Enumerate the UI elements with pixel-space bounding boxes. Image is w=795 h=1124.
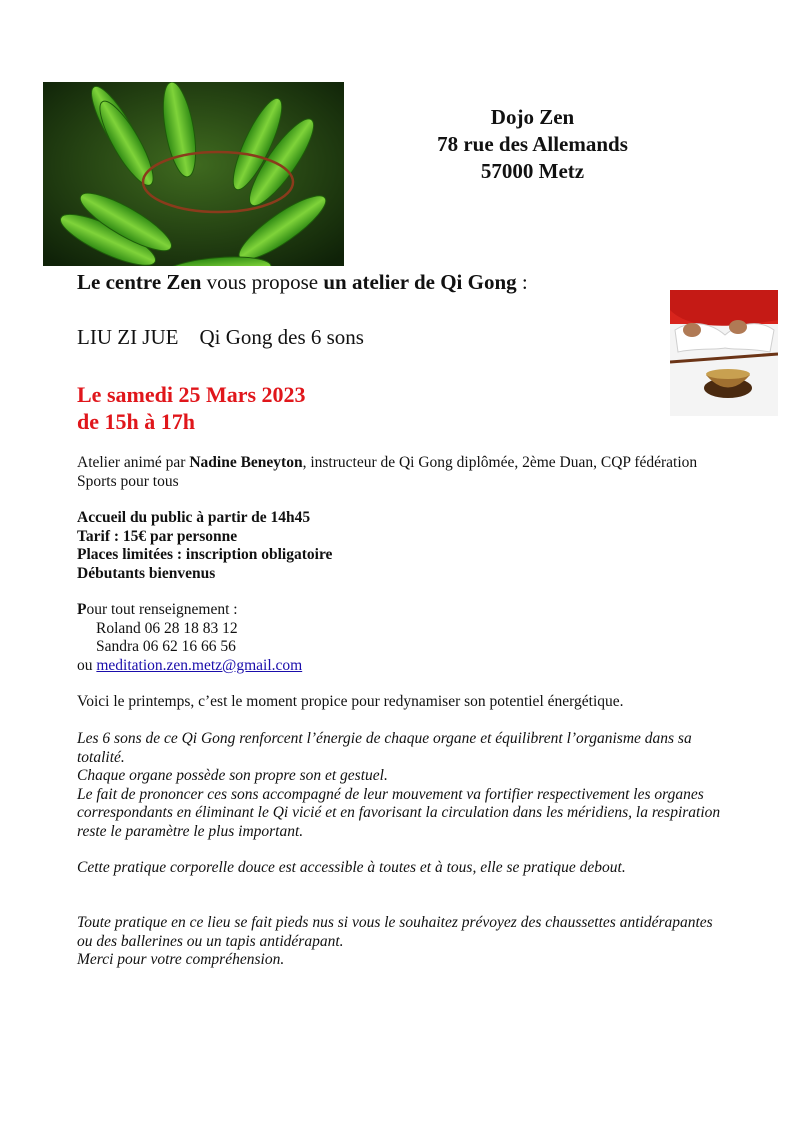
description-line-3: Le fait de prononcer ces sons accompagné de leur mouvement va fortifier respectivement les organes correspondants en éliminant le Qi vicié et en favorisant la circulation dans les méridiens, la respiration reste le paramètre le plus important.: [77, 785, 721, 840]
contact-email-line: [77, 657, 302, 676]
info-welcome: Accueil du public à partir de 14h45: [77, 509, 311, 526]
contact-block: [77, 601, 302, 675]
info-beginners: Débutants bienvenus: [77, 564, 216, 582]
address-line-street: 78 rue des Allemands: [437, 132, 628, 156]
contact-or: ou: [77, 656, 97, 674]
headline-colon: :: [516, 270, 528, 294]
meditation-image: [670, 290, 778, 416]
description-line-2: Chaque organe possède son propre son et gestuel.: [77, 767, 388, 784]
notice-line-2: Merci pour votre compréhension.: [77, 951, 285, 968]
notice-line-1: Toute pratique en ce lieu se fait pieds nus si vous le souhaitez prévoyez des chaussettes antidérapantes ou des ballerines ou un tapis antidérapant.: [77, 914, 713, 950]
contact-intro-initial: P: [77, 601, 87, 618]
event-date-day: Le samedi 25 Mars 2023: [77, 382, 306, 407]
description-block: [77, 730, 737, 841]
animator-name: Nadine Beneyton: [189, 454, 303, 471]
animator-paragraph: [77, 454, 737, 491]
contact-intro: [77, 601, 302, 620]
workshop-subtitle: LIU ZI JUE Qi Gong des 6 sons: [77, 325, 364, 349]
leaves-image: [43, 82, 344, 266]
headline: [77, 270, 528, 295]
email-link[interactable]: meditation.zen.metz@gmail.com: [96, 656, 303, 674]
address-line-city: 57000 Metz: [480, 159, 585, 183]
notice-block: [77, 914, 717, 970]
animator-prefix: Atelier animé par: [77, 454, 190, 471]
singing-bowl-illustration: [670, 290, 778, 416]
event-date-time: de 15h à 17h: [77, 409, 195, 434]
spring-paragraph: Voici le printemps, c’est le moment propice pour redynamiser son potentiel énergétique.: [77, 693, 624, 710]
headline-center: Le centre Zen: [77, 270, 202, 294]
practical-info: [77, 509, 332, 583]
leaves-illustration: [43, 82, 344, 266]
contact-intro-text: our tout renseignement :: [86, 601, 238, 618]
address-line-name: Dojo Zen: [490, 105, 575, 129]
description-line-1: Les 6 sons de ce Qi Gong renforcent l’énergie de chaque organe et équilibrent l’organisme dans sa totalité.: [77, 730, 692, 766]
address-block: [410, 104, 655, 185]
animator-suffix: , instructeur de Qi Gong diplômée, 2ème Duan, CQP fédération Sports pour tous: [77, 454, 698, 490]
contact-phone-roland: Roland 06 28 18 83 12: [96, 619, 238, 637]
contact-phone-sandra: Sandra 06 62 16 66 56: [96, 638, 236, 655]
headline-text: vous propose: [201, 270, 324, 294]
info-places: Places limitées : inscription obligatoire: [77, 546, 333, 563]
access-paragraph: Cette pratique corporelle douce est accessible à toutes et à tous, elle se pratique debout.: [77, 859, 626, 876]
event-date: [77, 381, 306, 435]
headline-workshop: un atelier de Qi Gong: [323, 270, 517, 294]
info-price: Tarif : 15€ par personne: [77, 527, 238, 545]
